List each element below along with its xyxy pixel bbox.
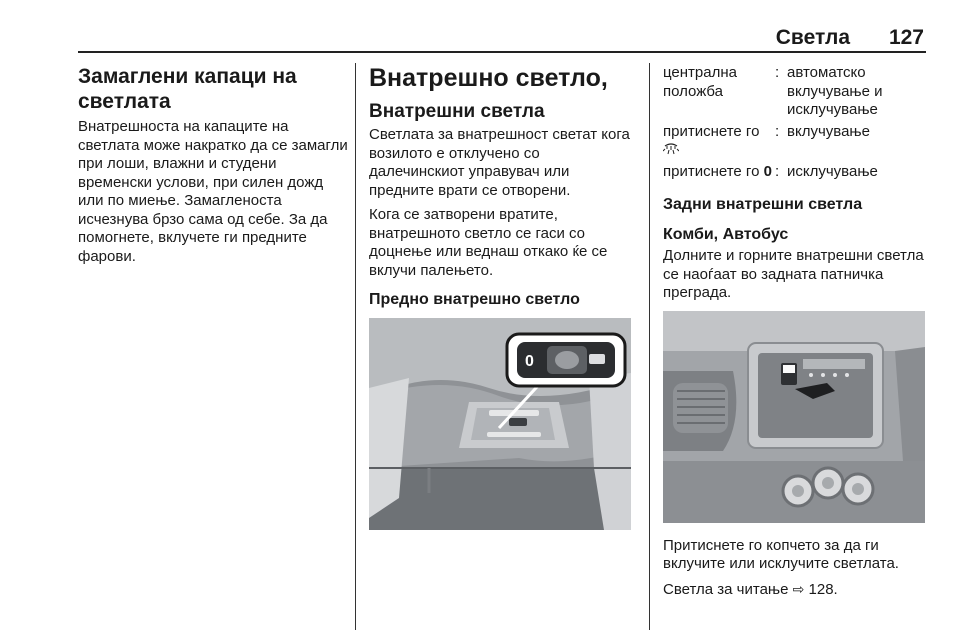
- cross-reference: Светла за читање ⇨ 128.: [663, 580, 838, 598]
- switch-position-row: [663, 123, 927, 160]
- column-1: [78, 64, 348, 266]
- paragraph: Светлата за внатрешност светат кога возилото е отклучено со далечинскиот управувач или предните врати се отворени.: [369, 126, 630, 199]
- paragraph: Долните и горните внатрешни светла се наоѓаат во задната патничка преграда.: [663, 247, 924, 301]
- front-interior-light-illustration: [369, 318, 631, 530]
- section-paragraph: Внатрешноста на капаците на светлата може накратко да се замагли при лоши, влажни и студени временски услови, при силен дожд или по миење. Замагленоста исчезнува брзо сама од себе. За да помогнете, вклучете ги предните фарови.: [78, 118, 348, 265]
- separator: :: [775, 122, 780, 140]
- chapter-heading: Внатрешно светло,: [369, 64, 608, 92]
- column-divider: [649, 63, 650, 630]
- switch-position-row: [663, 64, 927, 120]
- header-rule: [78, 51, 926, 53]
- separator: :: [775, 162, 780, 180]
- model-heading: Комби, Автобус: [663, 226, 789, 243]
- switch-position-row: [663, 163, 927, 182]
- paragraph: Притиснете го копчето за да ги вклучите или исклучите светлата.: [663, 536, 899, 572]
- switch-position-label: притиснете го: [663, 123, 775, 160]
- column-divider: [355, 63, 356, 630]
- switch-position-label: притиснете го 0: [663, 162, 772, 180]
- paragraph: Кога се затворени вратите, внатрешното светло се гаси со доцнење или веднаш откако ќе се вклучи палењето.: [369, 206, 608, 279]
- rear-interior-light-illustration: [663, 311, 925, 523]
- page-number: 127: [888, 26, 924, 49]
- column-3: [663, 64, 927, 599]
- switch-off-label: 0: [525, 353, 534, 370]
- front-light-heading: Предно внатрешно светло: [369, 291, 580, 308]
- switch-position-function: вклучување: [787, 122, 870, 140]
- switch-position-label: централна положба: [663, 64, 737, 100]
- lamp-icon: [663, 143, 679, 156]
- header-title: Светла: [775, 26, 850, 49]
- subsection-heading: Внатрешни светла: [369, 101, 545, 122]
- column-2: [369, 64, 635, 530]
- switch-position-function: исклучување: [787, 162, 878, 180]
- page-ref-arrow-icon: ⇨: [792, 580, 805, 597]
- rear-light-heading: Задни внатрешни светла: [663, 196, 863, 213]
- separator: :: [775, 64, 780, 81]
- section-heading: Замаглени капаци на светлата: [78, 65, 297, 113]
- switch-position-function: автоматско вклучување и исклучување: [787, 64, 883, 118]
